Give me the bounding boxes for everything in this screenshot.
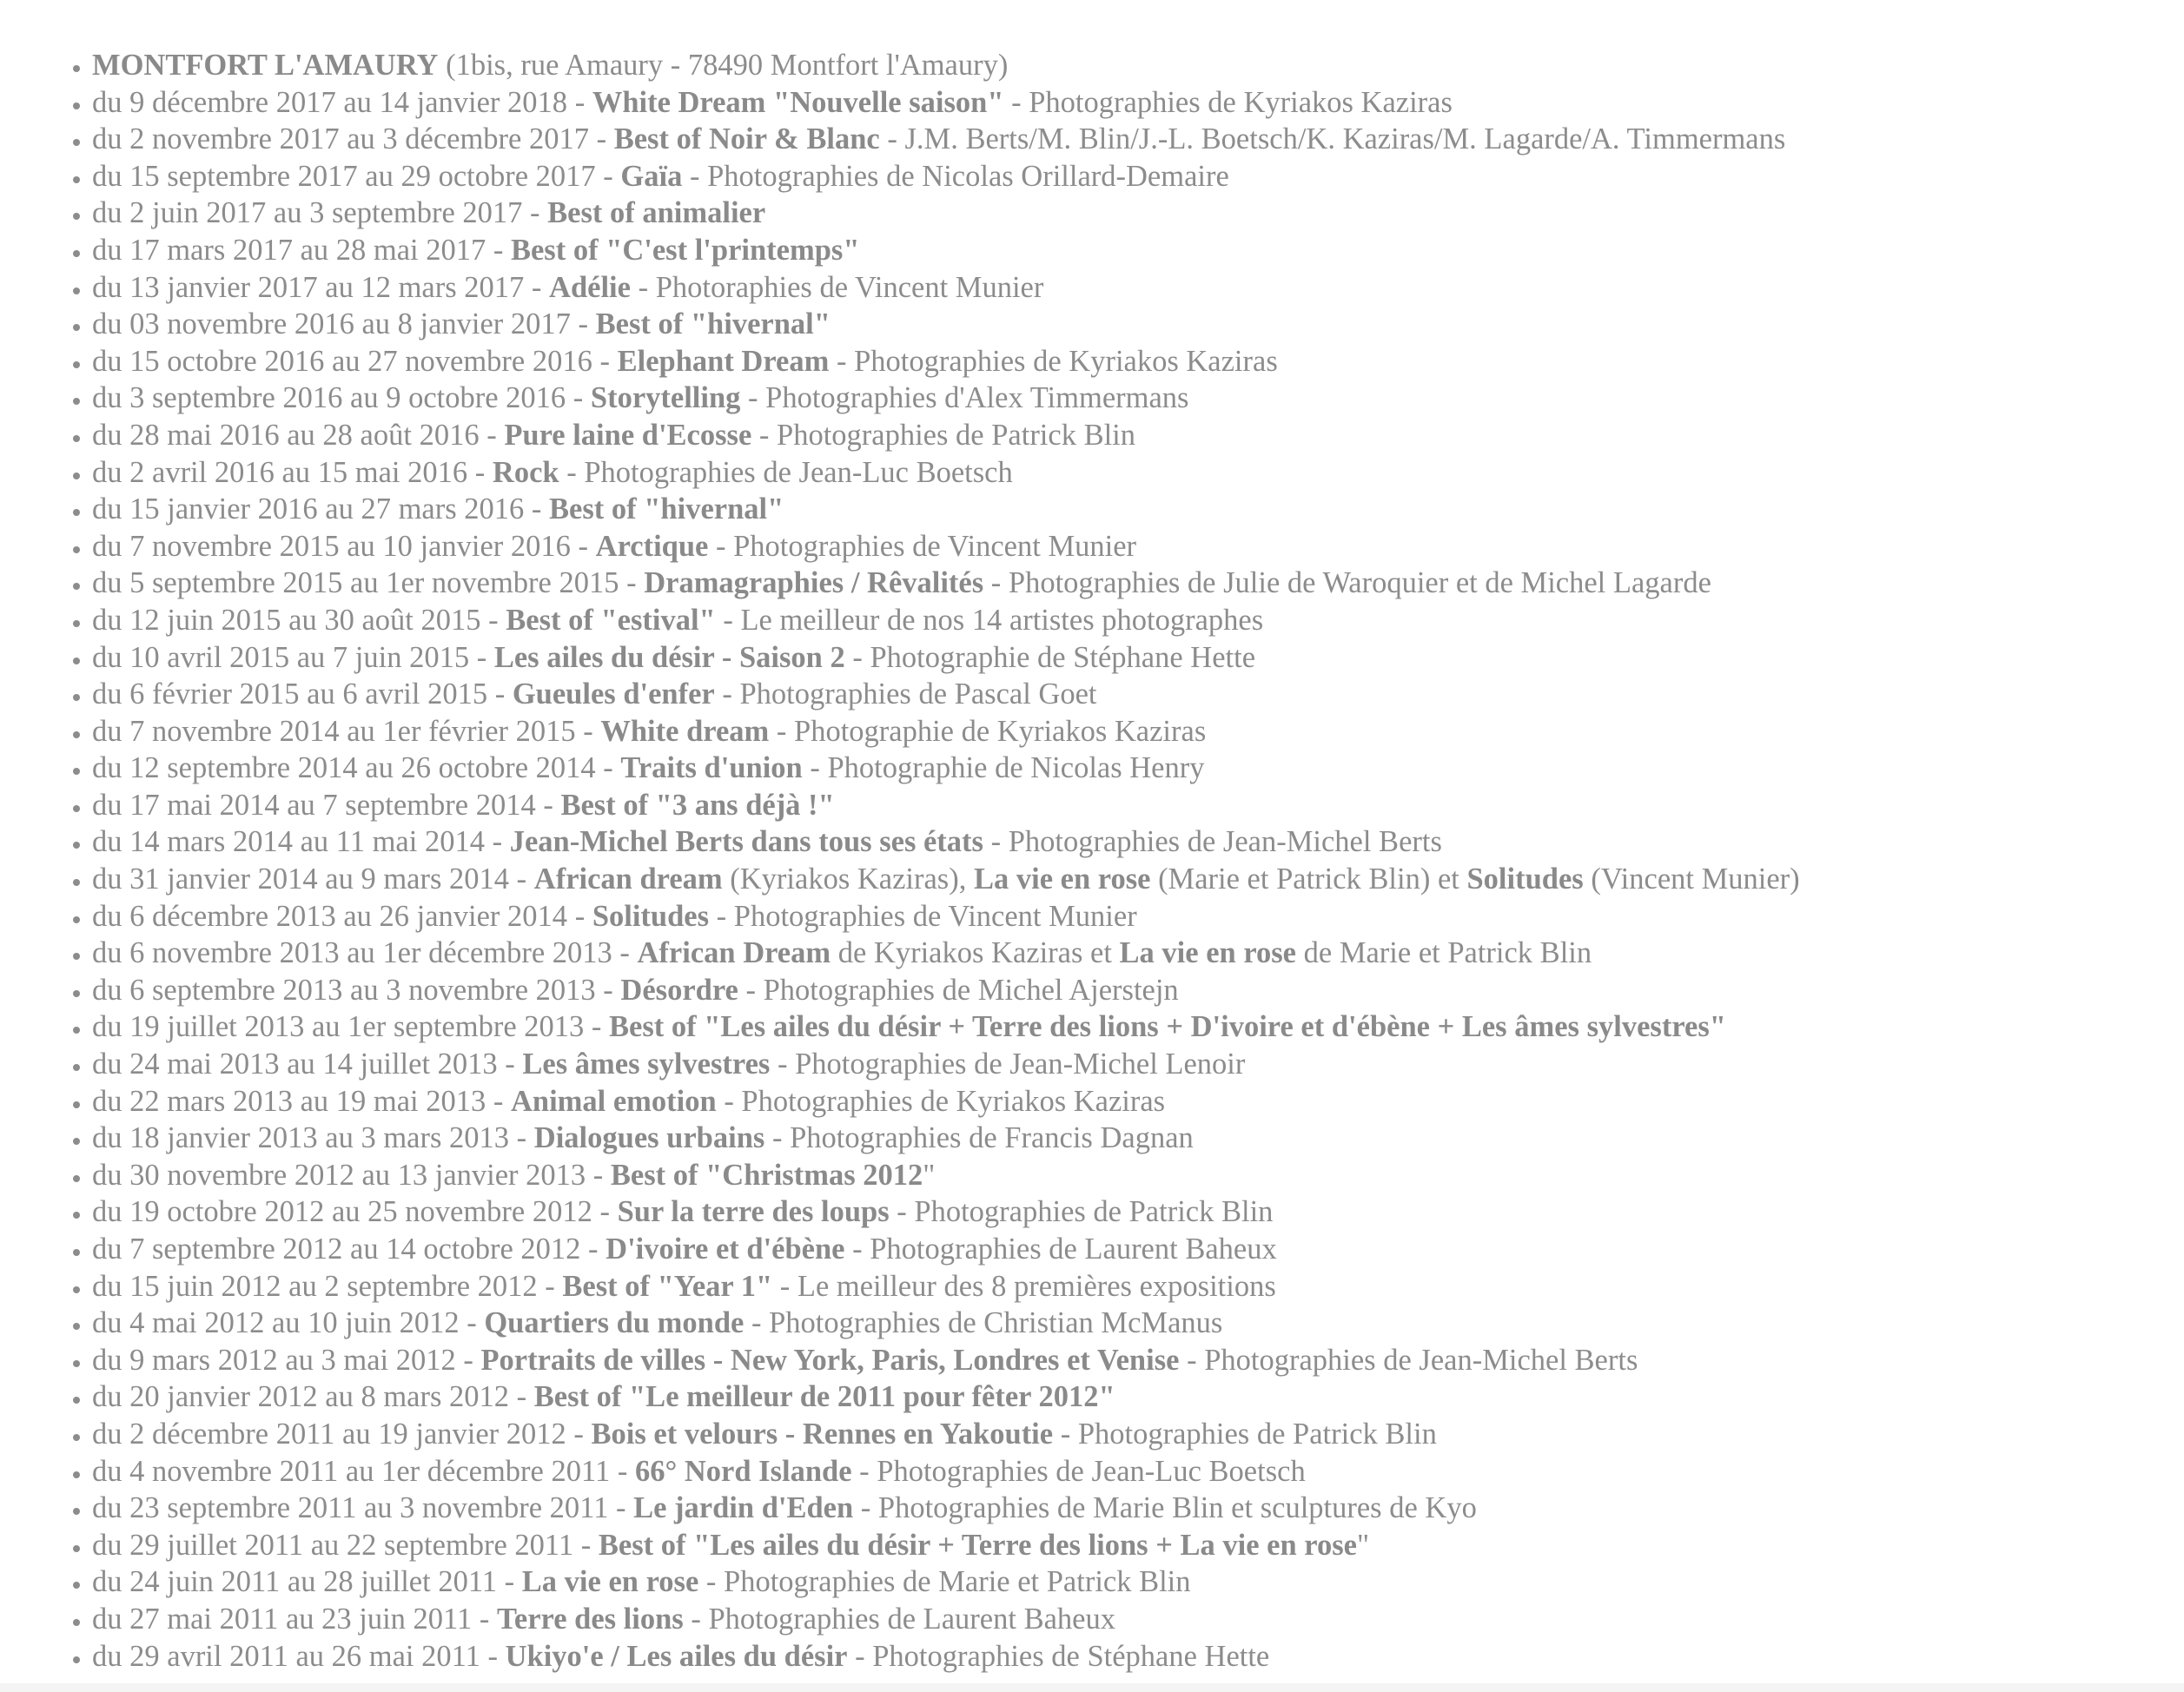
- exhibition-title: Portraits de villes - New York, Paris, Londres et Venise: [480, 1343, 1180, 1377]
- exhibition-text: -: [566, 1417, 592, 1451]
- exhibition-text: -: [487, 677, 513, 711]
- exhibition-dates: du 27 mai 2011 au 23 juin 2011: [92, 1602, 473, 1636]
- exhibition-dates: du 6 décembre 2013 au 26 janvier 2014: [92, 899, 568, 933]
- exhibition-text: - Photographies de Jean-Michel Lenoir: [770, 1048, 1246, 1081]
- exhibition-text: -: [610, 1454, 635, 1488]
- exhibition-text: -: [595, 751, 621, 785]
- exhibition-item: [92, 1193, 1800, 1231]
- exhibition-title: Best of "hivernal": [595, 307, 831, 341]
- exhibition-text: - Photographie de Kyriakos Kaziras: [769, 714, 1207, 748]
- exhibition-item: [92, 528, 1800, 565]
- exhibition-text: - Photographies de Jean-Luc Boetsch: [851, 1454, 1306, 1488]
- exhibition-text: - Le meilleur des 8 premières expositions: [772, 1269, 1276, 1303]
- exhibition-dates: du 15 septembre 2017 au 29 octobre 2017: [92, 159, 596, 193]
- exhibition-text: -: [592, 1195, 618, 1229]
- exhibition-text: -: [522, 196, 548, 230]
- exhibition-item: [92, 861, 1800, 898]
- exhibition-dates: du 6 novembre 2013 au 1er décembre 2013: [92, 936, 612, 970]
- exhibition-dates: du 2 avril 2016 au 15 mai 2016: [92, 455, 468, 489]
- exhibition-title: Désordre: [620, 973, 738, 1007]
- exhibition-text: -: [509, 1380, 534, 1414]
- exhibition-text: -: [570, 307, 596, 341]
- exhibition-text: de Marie et Patrick Blin: [1296, 936, 1592, 970]
- exhibition-title: La vie en rose: [521, 1565, 699, 1599]
- exhibition-text: -: [479, 418, 505, 452]
- exhibition-dates: du 29 avril 2011 au 26 mai 2011: [92, 1639, 480, 1673]
- exhibition-item: [92, 491, 1800, 528]
- exhibition-text: - Photographies de Vincent Munier: [709, 899, 1137, 933]
- exhibition-title: Best of "Christmas 2012: [610, 1158, 923, 1192]
- exhibition-item: [92, 1083, 1800, 1120]
- exhibition-title: Best of "3 ans déjà !": [560, 788, 835, 822]
- exhibition-item: [92, 602, 1800, 639]
- exhibition-text: -: [469, 640, 494, 674]
- exhibition-text: - Photographies de Jean-Luc Boetsch: [559, 455, 1013, 489]
- exhibition-dates: du 13 janvier 2017 au 12 mars 2017: [92, 270, 525, 304]
- exhibition-text: - Photographies de Vincent Munier: [708, 529, 1137, 563]
- exhibition-item: [92, 1638, 1800, 1675]
- exhibition-text: - Photographies de Patrick Blin: [1053, 1417, 1437, 1451]
- exhibition-text: - Photographies de Jean-Michel Berts: [1179, 1343, 1638, 1377]
- exhibition-item: [92, 1008, 1800, 1046]
- exhibition-title: La vie en rose: [973, 863, 1151, 896]
- exhibition-title: Best of animalier: [547, 196, 766, 230]
- exhibition-title: Ukiyo'e / Les ailes du désir: [505, 1639, 848, 1673]
- exhibition-text: -: [570, 529, 596, 563]
- exhibition-item: [92, 1416, 1800, 1453]
- exhibition-text: - Photographies de Patrick Blin: [751, 418, 1136, 452]
- exhibition-item: [92, 195, 1800, 232]
- exhibition-title: Bois et velours - Rennes en Yakoutie: [591, 1417, 1054, 1451]
- exhibition-text: -: [595, 973, 621, 1007]
- exhibition-dates: du 24 mai 2013 au 14 juillet 2013: [92, 1048, 498, 1081]
- exhibition-text: - Photographie de Nicolas Henry: [802, 751, 1205, 785]
- exhibition-item: [92, 1563, 1800, 1601]
- venue-address: (1bis, rue Amaury - 78490 Montfort l'Amaury): [446, 49, 1009, 82]
- exhibition-dates: du 10 avril 2015 au 7 juin 2015: [92, 640, 470, 674]
- exhibition-dates: du 03 novembre 2016 au 8 janvier 2017: [92, 307, 571, 341]
- exhibition-dates: du 12 juin 2015 au 30 août 2015: [92, 603, 481, 637]
- exhibition-list: [42, 47, 1800, 1675]
- exhibition-text: - Photographies de Michel Ajerstejn: [738, 973, 1179, 1007]
- exhibition-title: Dramagraphies / Rêvalités: [644, 566, 984, 600]
- exhibition-text: -: [480, 603, 506, 637]
- exhibition-item: [92, 1378, 1800, 1416]
- exhibition-text: -: [467, 455, 493, 489]
- exhibition-dates: du 19 octobre 2012 au 25 novembre 2012: [92, 1195, 592, 1229]
- exhibition-title: Adélie: [549, 270, 631, 304]
- exhibition-text: -: [535, 788, 561, 822]
- exhibition-item: [92, 121, 1800, 158]
- exhibition-title: Solitudes: [592, 899, 710, 933]
- exhibition-text: ": [923, 1158, 936, 1192]
- exhibition-title: D'ivoire et d'ébène: [606, 1233, 845, 1266]
- exhibition-text: -: [608, 1491, 634, 1525]
- exhibition-text: -: [524, 270, 550, 304]
- exhibition-text: - Photographie de Stéphane Hette: [844, 640, 1256, 674]
- exhibition-dates: du 24 juin 2011 au 28 juillet 2011: [92, 1565, 498, 1599]
- exhibition-text: -: [497, 1048, 523, 1081]
- exhibition-title: Best of "Year 1": [562, 1269, 773, 1303]
- exhibition-text: - Photographies de Stéphane Hette: [847, 1639, 1270, 1673]
- exhibition-dates: du 5 septembre 2015 au 1er novembre 2015: [92, 566, 619, 600]
- exhibition-item: [92, 232, 1800, 269]
- exhibition-dates: du 2 novembre 2017 au 3 décembre 2017: [92, 122, 589, 156]
- exhibition-title: African dream: [533, 863, 723, 896]
- exhibition-dates: du 15 janvier 2016 au 27 mars 2016: [92, 492, 525, 526]
- exhibition-text: - Photographies de Laurent Baheux: [683, 1602, 1115, 1636]
- exhibition-item: [92, 823, 1800, 861]
- exhibition-item: [92, 158, 1800, 195]
- exhibition-item: [92, 1490, 1800, 1527]
- exhibition-item: [92, 1268, 1800, 1305]
- exhibition-text: -: [573, 1528, 599, 1562]
- exhibition-title: Traits d'union: [620, 751, 803, 785]
- venue-item: [92, 47, 1800, 84]
- exhibition-text: -: [537, 1269, 563, 1303]
- exhibition-dates: du 9 mars 2012 au 3 mai 2012: [92, 1343, 456, 1377]
- exhibition-title: Quartiers du monde: [484, 1306, 745, 1340]
- exhibition-title: Best of "Les ailes du désir + Terre des lions + La vie en rose: [598, 1528, 1357, 1562]
- exhibition-text: - Photographies de Pascal Goet: [714, 677, 1097, 711]
- exhibition-dates: du 22 mars 2013 au 19 mai 2013: [92, 1084, 486, 1118]
- exhibition-text: - Photographies de Marie Blin et sculptures de Kyo: [853, 1491, 1477, 1525]
- exhibition-item: [92, 306, 1800, 343]
- exhibition-dates: du 7 novembre 2014 au 1er février 2015: [92, 714, 576, 748]
- exhibition-title: La vie en rose: [1119, 936, 1296, 970]
- exhibition-text: - Photographies de Kyriakos Kaziras: [1003, 85, 1453, 119]
- exhibition-text: -: [497, 1565, 522, 1599]
- exhibition-text: - J.M. Berts/M. Blin/J.-L. Boetsch/K. Kaziras/M. Lagarde/A. Timmermans: [879, 122, 1786, 156]
- exhibition-dates: du 2 juin 2017 au 3 septembre 2017: [92, 196, 523, 230]
- exhibition-text: - Photographies de Laurent Baheux: [844, 1233, 1277, 1266]
- exhibition-item: [92, 1120, 1800, 1157]
- exhibition-dates: du 3 septembre 2016 au 9 octobre 2016: [92, 381, 566, 415]
- exhibition-title: Dialogues urbains: [533, 1121, 765, 1155]
- exhibition-text: - Photographies de Francis Dagnan: [764, 1121, 1194, 1155]
- exhibition-dates: du 31 janvier 2014 au 9 mars 2014: [92, 863, 510, 896]
- exhibition-item: [92, 1527, 1800, 1564]
- exhibition-text: - Photographies de Kyriakos Kaziras: [716, 1084, 1166, 1118]
- exhibition-text: -: [619, 566, 645, 600]
- exhibition-dates: du 15 octobre 2016 au 27 novembre 2016: [92, 344, 592, 378]
- exhibition-text: (Marie et Patrick Blin) et: [1150, 863, 1467, 896]
- exhibition-item: [92, 1231, 1800, 1268]
- exhibition-text: -: [524, 492, 550, 526]
- exhibition-item: [92, 713, 1800, 750]
- exhibition-title: Les âmes sylvestres: [522, 1048, 771, 1081]
- exhibition-text: -: [595, 159, 621, 193]
- exhibition-text: - Photoraphies de Vincent Munier: [630, 270, 1044, 304]
- exhibition-title: Gueules d'enfer: [512, 677, 715, 711]
- exhibition-item: [92, 417, 1800, 454]
- exhibition-text: (Vincent Munier): [1583, 863, 1800, 896]
- exhibition-dates: du 19 juillet 2013 au 1er septembre 2013: [92, 1010, 585, 1044]
- exhibition-title: Best of "hivernal": [549, 492, 784, 526]
- exhibition-text: (Kyriakos Kaziras),: [722, 863, 974, 896]
- exhibition-title: Rock: [492, 455, 559, 489]
- exhibition-dates: du 23 septembre 2011 au 3 novembre 2011: [92, 1491, 609, 1525]
- exhibition-text: ": [1356, 1528, 1370, 1562]
- exhibition-text: -: [509, 863, 534, 896]
- exhibition-item: [92, 898, 1800, 935]
- exhibition-title: Best of "C'est l'printemps": [510, 233, 860, 267]
- exhibition-text: -: [567, 85, 592, 119]
- exhibition-title: Best of "Le meilleur de 2011 pour fêter 2012": [533, 1380, 1115, 1414]
- exhibition-item: [92, 935, 1800, 972]
- exhibition-text: -: [459, 1306, 485, 1340]
- exhibition-dates: du 6 février 2015 au 6 avril 2015: [92, 677, 488, 711]
- exhibition-title: White Dream "Nouvelle saison": [592, 85, 1004, 119]
- exhibition-dates: du 4 novembre 2011 au 1er décembre 2011: [92, 1454, 611, 1488]
- exhibition-item: [92, 565, 1800, 602]
- exhibition-dates: du 7 septembre 2012 au 14 octobre 2012: [92, 1233, 581, 1266]
- exhibition-text: -: [588, 122, 614, 156]
- exhibition-title: Sur la terre des loups: [617, 1195, 890, 1229]
- exhibition-title: Animal emotion: [510, 1084, 717, 1118]
- exhibition-title: Arctique: [595, 529, 709, 563]
- exhibition-dates: du 7 novembre 2015 au 10 janvier 2016: [92, 529, 571, 563]
- exhibition-text: -: [484, 825, 510, 859]
- exhibition-dates: du 17 mars 2017 au 28 mai 2017: [92, 233, 486, 267]
- exhibition-item: [92, 972, 1800, 1009]
- exhibition-title: Gaïa: [620, 159, 683, 193]
- exhibition-title: Solitudes: [1466, 863, 1584, 896]
- exhibition-item: [92, 787, 1800, 824]
- exhibition-item: [92, 380, 1800, 417]
- exhibition-title: Les ailes du désir - Saison 2: [493, 640, 845, 674]
- exhibition-dates: du 28 mai 2016 au 28 août 2016: [92, 418, 480, 452]
- exhibition-title: 66° Nord Islande: [634, 1454, 852, 1488]
- exhibition-item: [92, 269, 1800, 307]
- exhibition-item: [92, 454, 1800, 492]
- exhibition-text: -: [580, 1233, 606, 1266]
- exhibition-title: Jean-Michel Berts dans tous ses états: [509, 825, 983, 859]
- exhibition-text: -: [486, 1084, 511, 1118]
- exhibition-text: -: [480, 1639, 506, 1673]
- exhibition-dates: du 17 mai 2014 au 7 septembre 2014: [92, 788, 536, 822]
- exhibition-text: -: [509, 1121, 534, 1155]
- exhibition-text: - Photographies de Patrick Blin: [889, 1195, 1274, 1229]
- exhibition-item: [92, 750, 1800, 787]
- exhibition-item: [92, 84, 1800, 122]
- exhibition-title: Best of Noir & Blanc: [613, 122, 880, 156]
- exhibition-text: - Photographies de Christian McManus: [744, 1306, 1223, 1340]
- exhibition-title: Pure laine d'Ecosse: [504, 418, 752, 452]
- exhibition-text: -: [592, 344, 618, 378]
- exhibition-text: - Photographies de Jean-Michel Berts: [983, 825, 1442, 859]
- exhibition-text: - Le meilleur de nos 14 artistes photographes: [715, 603, 1264, 637]
- exhibition-text: - Photographies de Nicolas Orillard-Demaire: [682, 159, 1229, 193]
- exhibition-title: Terre des lions: [497, 1602, 684, 1636]
- exhibition-dates: du 2 décembre 2011 au 19 janvier 2012: [92, 1417, 566, 1451]
- exhibition-text: -: [567, 899, 592, 933]
- exhibition-title: White dream: [600, 714, 770, 748]
- exhibition-dates: du 4 mai 2012 au 10 juin 2012: [92, 1306, 460, 1340]
- exhibition-item: [92, 1601, 1800, 1638]
- exhibition-text: -: [486, 233, 511, 267]
- exhibition-text: -: [575, 714, 601, 748]
- exhibition-title: Best of "estival": [506, 603, 716, 637]
- exhibition-dates: du 18 janvier 2013 au 3 mars 2013: [92, 1121, 510, 1155]
- exhibition-text: -: [586, 1158, 611, 1192]
- exhibition-item: [92, 1453, 1800, 1490]
- exhibition-text: -: [566, 381, 591, 415]
- exhibition-dates: du 6 septembre 2013 au 3 novembre 2013: [92, 973, 596, 1007]
- exhibition-item: [92, 1342, 1800, 1379]
- exhibition-item: [92, 676, 1800, 713]
- exhibition-text: - Photographies de Kyriakos Kaziras: [829, 344, 1278, 378]
- venue-name: MONTFORT L'AMAURY: [92, 49, 439, 82]
- exhibition-dates: du 14 mars 2014 au 11 mai 2014: [92, 825, 485, 859]
- exhibition-dates: du 12 septembre 2014 au 26 octobre 2014: [92, 751, 596, 785]
- exhibition-dates: du 20 janvier 2012 au 8 mars 2012: [92, 1380, 510, 1414]
- exhibition-text: -: [612, 936, 638, 970]
- bottom-divider: [0, 1683, 2184, 1692]
- exhibition-text: -: [455, 1343, 481, 1377]
- exhibition-item: [92, 1046, 1800, 1083]
- exhibition-dates: du 15 juin 2012 au 2 septembre 2012: [92, 1269, 538, 1303]
- exhibition-title: Le jardin d'Eden: [633, 1491, 854, 1525]
- exhibition-dates: du 30 novembre 2012 au 13 janvier 2013: [92, 1158, 586, 1192]
- exhibition-title: Elephant Dream: [617, 344, 830, 378]
- exhibition-item: [92, 1157, 1800, 1194]
- exhibition-title: Best of "Les ailes du désir + Terre des lions + D'ivoire et d'ébène + Les âmes sylvestres": [609, 1010, 1726, 1044]
- exhibition-item: [92, 639, 1800, 677]
- exhibition-text: de Kyriakos Kaziras et: [831, 936, 1120, 970]
- exhibition-text: - Photographies d'Alex Timmermans: [740, 381, 1189, 415]
- exhibition-text: - Photographies de Marie et Patrick Blin: [698, 1565, 1191, 1599]
- exhibition-text: -: [472, 1602, 498, 1636]
- exhibition-item: [92, 343, 1800, 380]
- exhibition-dates: du 9 décembre 2017 au 14 janvier 2018: [92, 85, 568, 119]
- exhibition-item: [92, 1305, 1800, 1342]
- exhibition-title: Storytelling: [590, 381, 741, 415]
- exhibition-dates: du 29 juillet 2011 au 22 septembre 2011: [92, 1528, 574, 1562]
- exhibition-text: - Photographies de Julie de Waroquier et de Michel Lagarde: [983, 566, 1711, 600]
- exhibition-text: -: [584, 1010, 610, 1044]
- exhibition-title: African Dream: [637, 936, 831, 970]
